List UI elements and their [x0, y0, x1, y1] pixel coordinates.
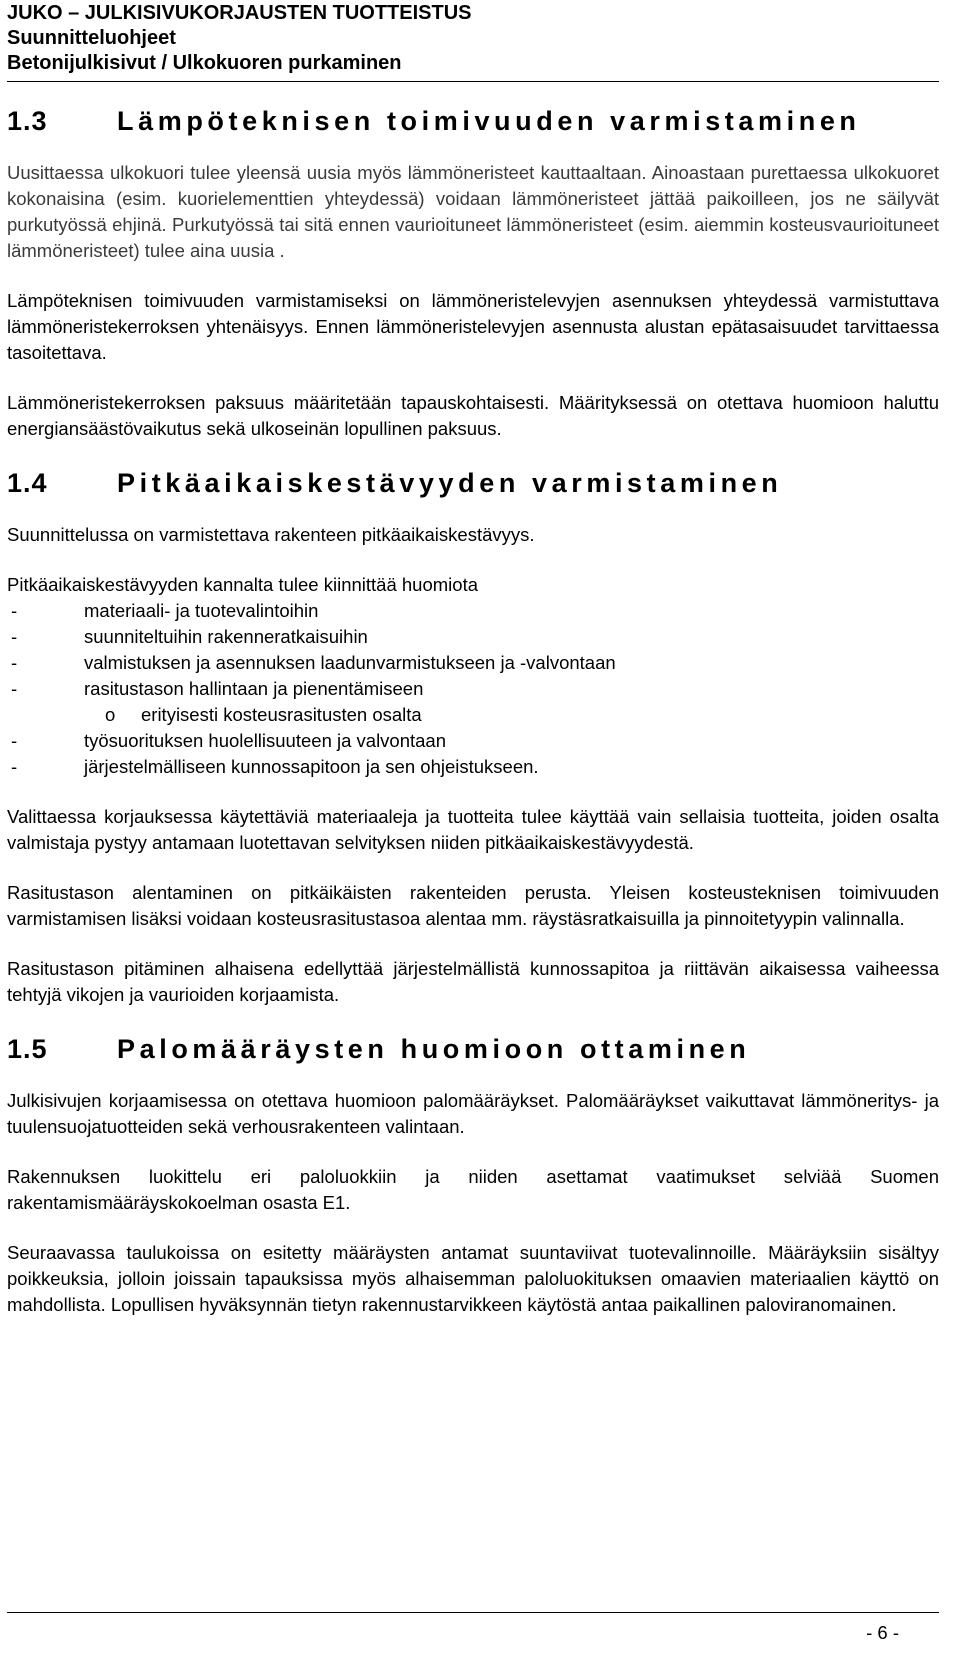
list-item [7, 650, 939, 676]
bullet-list [7, 598, 939, 780]
list-item-text: rasitustason hallintaan ja pienentämiseen [84, 678, 424, 699]
paragraph: Rasitustason alentaminen on pitkäikäisten rakenteiden perusta. Yleisen kosteusteknisen toimivuuden varmistamisen lisäksi voidaan kosteusrasitustasoa alentaa mm. räystäsratkaisuilla ja pinnoitetyypin valinnalla. [7, 882, 939, 929]
header-document-subject: Betonijulkisivut / Ulkokuoren purkaminen [7, 52, 402, 74]
list-item-text: materiaali- ja tuotevalintoihin [84, 600, 319, 621]
list-item [7, 754, 939, 780]
document-body [7, 104, 939, 1342]
section-title: Palomääräysten huomioon ottaminen [117, 1034, 751, 1064]
section-title: Lämpöteknisen toimivuuden varmistaminen [117, 106, 861, 136]
dash-bullet: - [11, 626, 18, 647]
paragraph: Suunnittelussa on varmistettava rakenteen pitkäaikaiskestävyys. [7, 524, 535, 545]
footer-divider [7, 1612, 939, 1613]
dash-bullet: - [11, 730, 18, 751]
dash-bullet: - [11, 756, 18, 777]
section-number: 1.4 [7, 468, 48, 498]
section-title: Pitkäaikaiskestävyyden varmistaminen [117, 468, 783, 498]
paragraph: Uusittaessa ulkokuori tulee yleensä uusia myös lämmöneristeet kauttaaltaan. Ainoastaan purettaessa ulkokuoret kokonaisina (esim. kuorielementtien yhteydessä) voidaan lämmöneristeet jättää paikoilleen, jos ne säilyvät purkutyössä ehjinä. Purkutyössä tai sitä ennen vaurioituneet lämmöneristeet (esim. aiemmin kosteusvaurioituneet lämmöneristeet) tulee aina uusia . [7, 162, 939, 261]
header-document-type: Suunnitteluohjeet [7, 27, 176, 49]
section-heading-1-5 [7, 1032, 939, 1066]
list-item-text: erityisesti kosteusrasitusten osalta [141, 704, 422, 725]
list-item-text: työsuorituksen huolellisuuteen ja valvontaan [84, 730, 447, 751]
section-number: 1.3 [7, 106, 48, 136]
paragraph: Seuraavassa taulukoissa on esitetty määräysten antamat suuntaviivat tuotevalinnoille. Määräyksiin sisältyy poikkeuksia, jolloin joissain tapauksissa myös alhaisemman paloluokituksen omaavien materiaalien käyttö on mahdollista. Lopullisen hyväksynnän tietyn rakennustarvikkeen käytöstä antaa paikallinen paloviranomainen. [7, 1242, 939, 1315]
paragraph: Pitkäaikaiskestävyyden kannalta tulee kiinnittää huomiota [7, 574, 479, 595]
dash-bullet: - [11, 678, 18, 699]
sub-list-item [7, 702, 939, 728]
list-item [7, 598, 939, 624]
list-item-text: järjestelmälliseen kunnossapitoon ja sen ohjeistukseen. [84, 756, 539, 777]
section-heading-1-4 [7, 466, 939, 500]
page-number: - 6 - [866, 1622, 899, 1643]
list-item-text: suunniteltuihin rakenneratkaisuihin [84, 626, 368, 647]
section-number: 1.5 [7, 1034, 48, 1064]
paragraph: Valittaessa korjauksessa käytettäviä materiaaleja ja tuotteita tulee käyttää vain sellaisia tuotteita, joiden osalta valmistaja pystyy antamaan luotettavan selvityksen niiden pitkäaikaiskestävyydestä. [7, 806, 939, 853]
paragraph: Rakennuksen luokittelu eri paloluokkiin ja niiden asettamat vaatimukset selviää Suomen rakentamismääräyskokoelman osasta E1. [7, 1166, 939, 1213]
document-page [7, 0, 939, 1655]
list-item [7, 728, 939, 754]
paragraph: Lämpöteknisen toimivuuden varmistamiseksi on lämmöneristelevyjen asennuksen yhteydessä varmistuttava lämmöneristekerroksen yhtenäisyys. Ennen lämmöneristelevyjen asennusta alustan epätasaisuudet tarvittaessa tasoitettava. [7, 290, 939, 363]
paragraph: Julkisivujen korjaamisessa on otettava huomioon palomääräykset. Palomääräykset vaikuttavat lämmöneritys- ja tuulensuojatuotteiden sekä verhousrakenteen valintaan. [7, 1090, 939, 1137]
list-item [7, 624, 939, 650]
header-project-title: JUKO – JULKISIVUKORJAUSTEN TUOTTEISTUS [7, 2, 472, 24]
dash-bullet: - [11, 652, 18, 673]
dash-bullet: - [11, 600, 18, 621]
list-item-text: valmistuksen ja asennuksen laadunvarmistukseen ja -valvontaan [84, 652, 616, 673]
paragraph: Lämmöneristekerroksen paksuus määritetään tapauskohtaisesti. Määrityksessä on otettava huomioon haluttu energiansäästövaikutus sekä ulkoseinän lopullinen paksuus. [7, 392, 939, 439]
header-divider [7, 81, 939, 82]
page-header [7, 0, 939, 76]
circle-bullet: o [105, 704, 116, 725]
paragraph: Rasitustason pitäminen alhaisena edellyttää järjestelmällistä kunnossapitoa ja riittävän aikaisessa vaiheessa tehtyjä vikojen ja vaurioiden korjaamista. [7, 958, 939, 1005]
list-item [7, 676, 939, 702]
section-heading-1-3 [7, 104, 939, 138]
